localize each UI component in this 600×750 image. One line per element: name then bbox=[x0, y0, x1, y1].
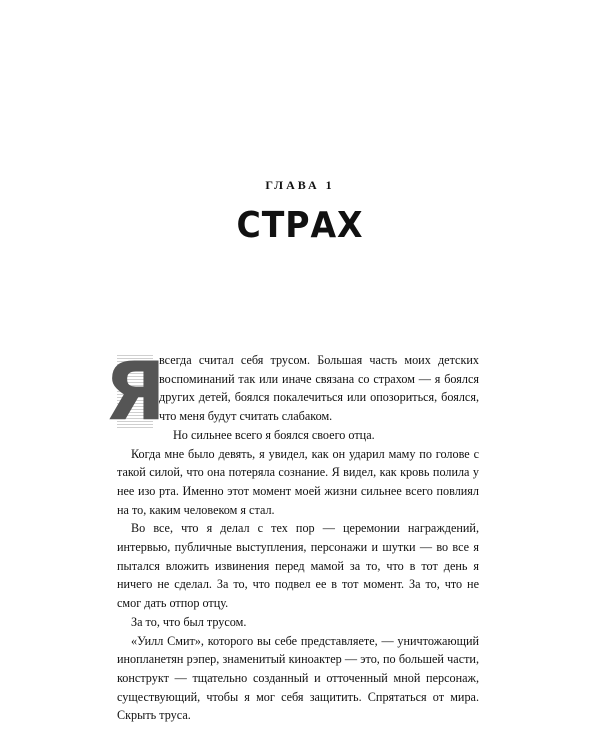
paragraph-2: Но сильнее всего я боялся своего отца. bbox=[173, 427, 375, 442]
paragraph-6: «Уилл Смит», которого вы себе представляете, — уничтожающий инопланетян рэпер, знаменитый киноактер — это, по большей части, конструкт — тщательно созданный и отточенный мной персонаж, существующий, чтобы я мог себя защитить. Спрятаться от мира. Скрыть труса. bbox=[117, 633, 479, 723]
paragraph-4: Во все, что я делал с тех пор — церемонии награждений, интервью, публичные выступления, персонажи и шутки — во все я пытался вложить извинения перед мамой за то, что в тот день я ничего не сделал. За то, что подвел ее в тот момент. За то, что не смог дать отпор отцу. bbox=[117, 521, 479, 611]
paragraph-5: За то, что был трусом. bbox=[131, 614, 247, 629]
chapter-body bbox=[104, 344, 479, 725]
chapter-label: ГЛАВА 1 bbox=[265, 178, 335, 192]
drop-cap: Я bbox=[104, 344, 166, 438]
paragraph-3: Когда мне было девять, я увидел, как он ударил маму по голове с такой силой, что она потеряла сознание. Я видел, как кровь полила у нее изо рта. Именно этот момент моей жизни сильнее всего повлиял на то, каким человеком я стал. bbox=[117, 446, 479, 517]
chapter-title: СТРАХ bbox=[236, 205, 364, 246]
paragraph-1: всегда считал себя трусом. Большая часть моих детских воспоминаний так или иначе связана со страхом — я боялся других детей, боялся покалечиться или опозориться, боялся, что меня будут считать слабаком. bbox=[159, 353, 479, 424]
